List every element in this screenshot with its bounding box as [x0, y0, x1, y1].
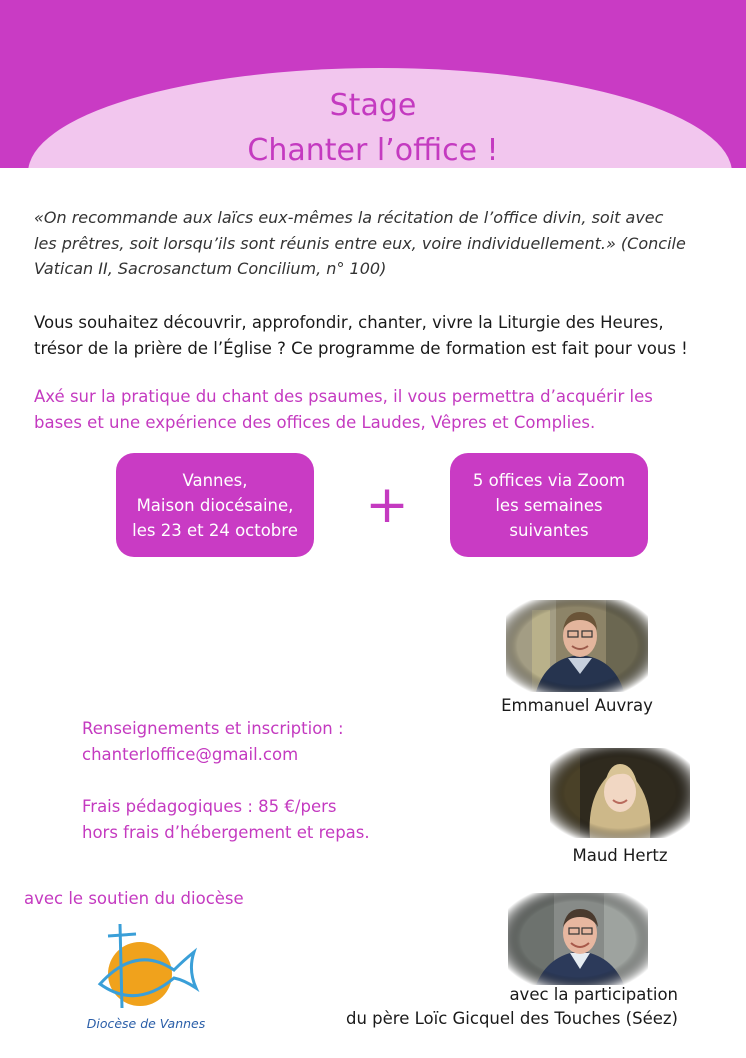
contact-heading: Renseignements et inscription :: [82, 719, 344, 738]
person-name: Maud Hertz: [572, 846, 668, 865]
fees-line: hors frais d’hébergement et repas.: [82, 823, 370, 842]
fish-cross-icon: [78, 922, 214, 1014]
focus-line: Axé sur la pratique du chant des psaumes, il vous permettra d’acquérir les: [34, 387, 653, 406]
contact-block: [82, 716, 422, 846]
participation-block: [300, 983, 678, 1031]
focus-line: bases et une expérience des offices de Laudes, Vêpres et Complies.: [34, 412, 596, 432]
location-line: les 23 et 24 octobre: [132, 520, 298, 540]
location-line: Vannes,: [182, 470, 248, 490]
intro-line: Vous souhaitez découvrir, approfondir, chanter, vivre la Liturgie des Heures,: [34, 313, 664, 332]
photo-loic-gicquel: [508, 893, 648, 985]
zoom-line: suivantes: [509, 520, 589, 540]
fees-line: Frais pédagogiques : 85 €/pers: [82, 797, 337, 816]
diocese-logo: [78, 922, 214, 1034]
plus-icon: +: [365, 475, 409, 535]
title-line-2: Chanter l’office !: [247, 133, 499, 168]
zoom-box: [450, 453, 648, 557]
location-line: Maison diocésaine,: [136, 495, 294, 515]
zoom-line: les semaines: [495, 495, 603, 515]
location-box: [116, 453, 314, 557]
participation-line: du père Loïc Gicquel des Touches (Séez): [346, 1009, 678, 1028]
intro-line: trésor de la prière de l’Église ? Ce programme de formation est fait pour vous !: [34, 338, 688, 358]
person-name: Emmanuel Auvray: [501, 696, 653, 715]
quote-line: Vatican II, Sacrosanctum Concilium, n° 100): [34, 259, 387, 278]
logo-caption: Diocèse de Vannes: [86, 1016, 206, 1031]
focus-block: [34, 384, 724, 435]
participation-line: avec la participation: [509, 985, 678, 1004]
photo-emmanuel-auvray: [506, 600, 648, 692]
contact-email[interactable]: chanterloffice@gmail.com: [82, 745, 299, 764]
quote-line: «On recommande aux laïcs eux-mêmes la récitation de l’office divin, soit avec: [34, 208, 664, 227]
support-text: avec le soutien du diocèse: [24, 889, 244, 908]
intro-block: [34, 310, 724, 361]
quote-line: les prêtres, soit lorsqu’ils sont réunis entre eux, voire individuellement.» (Concile: [34, 233, 686, 253]
quote-block: [34, 205, 724, 282]
zoom-line: 5 offices via Zoom: [472, 470, 626, 490]
title-line-1: Stage: [329, 88, 417, 123]
photo-maud-hertz: [550, 748, 690, 838]
